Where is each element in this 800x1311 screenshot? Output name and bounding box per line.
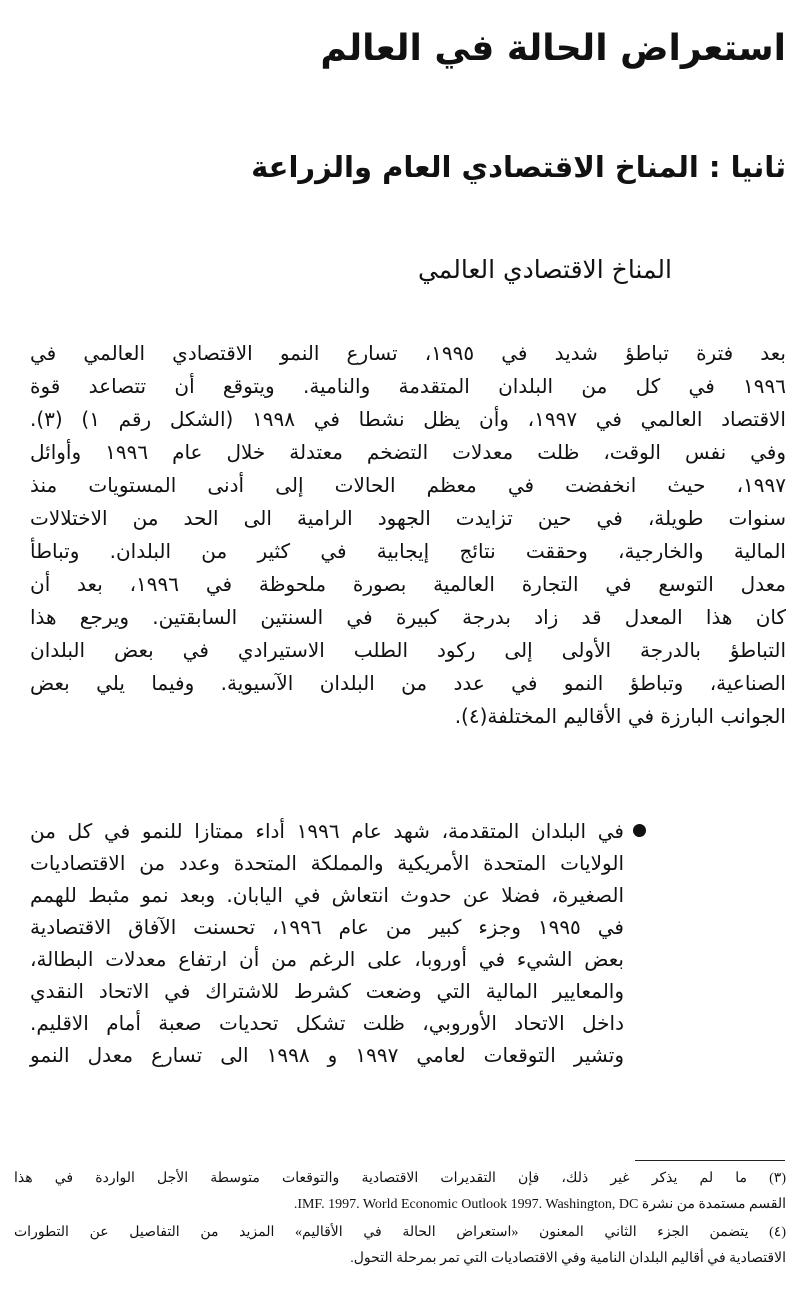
paragraph-line: المالية والخارجية، وحققت نتائج إيجابية في كثير من البلدان. وتباطأ (30, 539, 786, 563)
bullet-line: وتشير التوقعات لعامي ١٩٩٧ و ١٩٩٨ الى تسارع معدل النمو (30, 1043, 624, 1067)
bullet-line: داخل الاتحاد الأوروبي، ظلت تشكل تحديات صعبة أمام الاقليم. (30, 1011, 624, 1035)
paragraph-line: وفي نفس الوقت، ظلت معدلات التضخم معتدلة خلال عام ١٩٩٦ وأوائل (30, 440, 787, 464)
footnote-3-line: (٣) ما لم يذكر غير ذلك، فإن التقديرات الاقتصادية والتوقعات متوسطة الأجل الواردة في هذا (14, 1171, 786, 1186)
paragraph-line: ١٩٩٦ في كل من البلدان المتقدمة والنامية. ويتوقع أن تتصاعد قوة (30, 374, 786, 398)
section-heading: المناخ الاقتصادي العالمي (417, 255, 672, 284)
bullet-icon (633, 824, 646, 837)
footnote-divider (635, 1160, 785, 1161)
bullet-line: بعض الشيء في أوروبا، على الرغم من أن ارتفاع معدلات البطالة، (30, 947, 624, 971)
paragraph-line: ١٩٩٧، حيث انخفضت في معظم الحالات إلى أدنى المستويات منذ (30, 473, 786, 497)
paragraph-line: التباطؤ بالدرجة الأولى إلى ركود الطلب الاستيرادي في بعض البلدان (30, 638, 786, 662)
paragraph-line: الاقتصاد العالمي في ١٩٩٧، وأن يظل نشطا في ١٩٩٨ (الشكل رقم ١) (٣). (30, 407, 786, 431)
bullet-line: والمعايير المالية التي وضعت كشرط للاشتراك في الاتحاد النقدي (30, 979, 624, 1003)
paragraph-line: الجوانب البارزة في الأقاليم المختلفة(٤). (454, 704, 786, 728)
bullet-line: الولايات المتحدة الأمريكية والمملكة المتحدة وعدد من الاقتصاديات (30, 851, 624, 875)
chapter-subtitle: ثانيا : المناخ الاقتصادي العام والزراعة (251, 150, 786, 184)
footnote-3-line: القسم مستمدة من نشرة IMF. 1997. World Economic Outlook 1997. Washington, DC. (293, 1197, 786, 1212)
bullet-line: الصغيرة، فضلا عن حدوث انتعاش في اليابان. وبعد نمو مثبط للهمم (30, 883, 624, 907)
paragraph-line: معدل التوسع في التجارة العالمية بصورة ملحوظة في ١٩٩٦، بعد أن (30, 572, 786, 596)
page-title: استعراض الحالة في العالم (320, 28, 786, 69)
paragraph-line: الصناعية، وتباطؤ النمو في عدد من البلدان الآسيوية. وفيما يلي بعض (30, 671, 786, 695)
paragraph-line: بعد فترة تباطؤ شديد في ١٩٩٥، تسارع النمو الاقتصادي العالمي في (30, 341, 786, 365)
paragraph-line: كان هذا المعدل قد زاد بدرجة كبيرة في السنتين السابقتين. ويرجع هذا (30, 605, 786, 629)
bullet-line: في ١٩٩٥ وجزء كبير من عام ١٩٩٦، تحسنت الآفاق الاقتصادية (30, 915, 624, 939)
paragraph-line: سنوات طويلة، في حين تزايدت الجهود الرامية الى الحد من الاختلالات (30, 506, 786, 530)
footnote-4-line: (٤) يتضمن الجزء الثاني المعنون «استعراض الحالة في الأقاليم» المزيد من التفاصيل عن التطورات (14, 1225, 786, 1240)
footnote-4-line: الاقتصادية في أقاليم البلدان النامية وفي الاقتصاديات التي تمر بمرحلة التحول. (350, 1251, 786, 1266)
bullet-line: في البلدان المتقدمة، شهد عام ١٩٩٦ أداء ممتازا للنمو في كل من (30, 819, 624, 843)
